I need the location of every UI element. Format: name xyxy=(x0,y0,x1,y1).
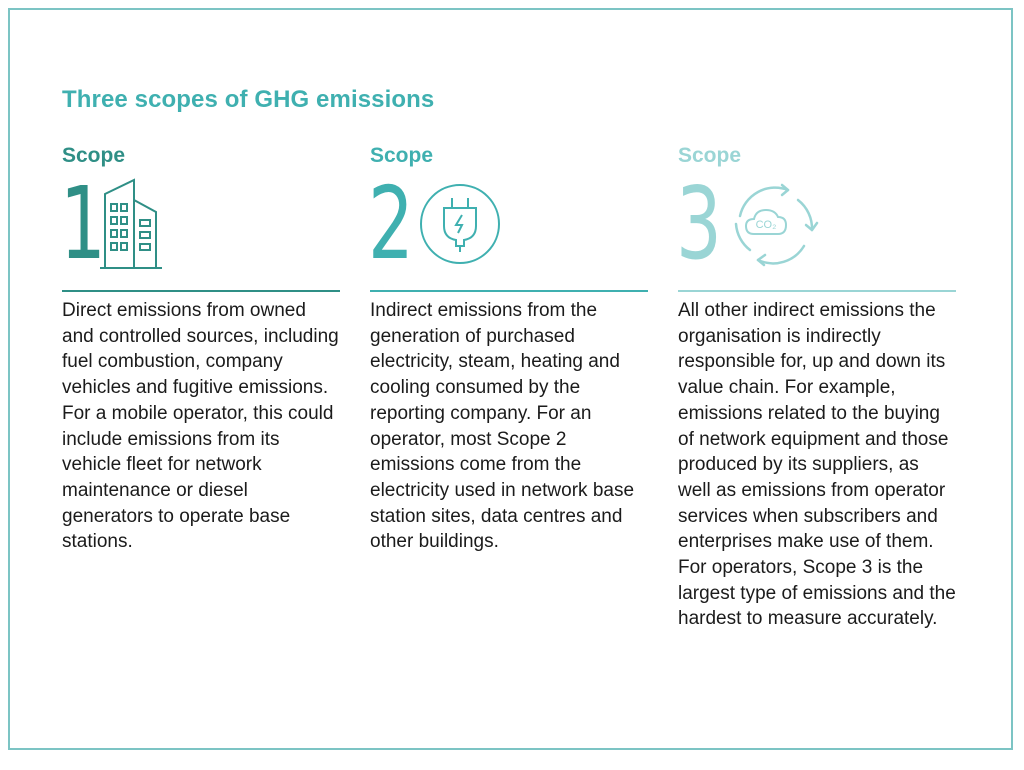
scope-1-description: Direct emissions from owned and controlled sources, including fuel combustion, company vehicles and fugitive emissions. For a mobile operator, this could include emissions from its vehicle fleet for network maintenance or diesel generators to operate base stations. xyxy=(62,300,339,553)
scope-2-header xyxy=(368,165,648,282)
scope-3-label: Scope xyxy=(678,144,742,167)
scope-1-divider xyxy=(62,290,340,292)
scope-1-label: Scope xyxy=(62,144,126,167)
scope-3-divider xyxy=(678,290,956,292)
scope-2-description: Indirect emissions from the generation of purchased electricity, steam, heating and cooling consumed by the reporting company. For an operator, most Scope 2 emissions come from the electricity used in network base station sites, data centres and other buildings. xyxy=(370,300,635,553)
scope-3-description: All other indirect emissions the organisation is indirectly responsible for, up and down its value chain. For example, emissions related to the buying of network equipment and those produced by its suppliers, as well as emissions from operator services when subscribers and enterprises make use of them. For operators, Scope 3 is the largest type of emissions and the hardest to measure accurately. xyxy=(678,300,956,630)
building-icon xyxy=(98,178,164,270)
scope-2-divider xyxy=(370,290,648,292)
scope-2-column xyxy=(368,142,648,553)
scope-1-column xyxy=(60,142,340,553)
co2-label: CO₂ xyxy=(755,219,777,231)
infographic-title: Three scopes of GHG emissions xyxy=(62,86,435,113)
scope-2-number: 2 xyxy=(368,165,413,282)
scope-1-number: 1 xyxy=(60,165,105,282)
electric-plug-icon xyxy=(418,182,502,266)
scope-3-header xyxy=(676,165,956,282)
scope-1-header xyxy=(60,165,340,282)
scope-3-column xyxy=(676,142,956,630)
co2-cycle-icon xyxy=(728,182,822,268)
scope-3-number: 3 xyxy=(676,165,721,282)
scope-2-label: Scope xyxy=(370,144,434,167)
